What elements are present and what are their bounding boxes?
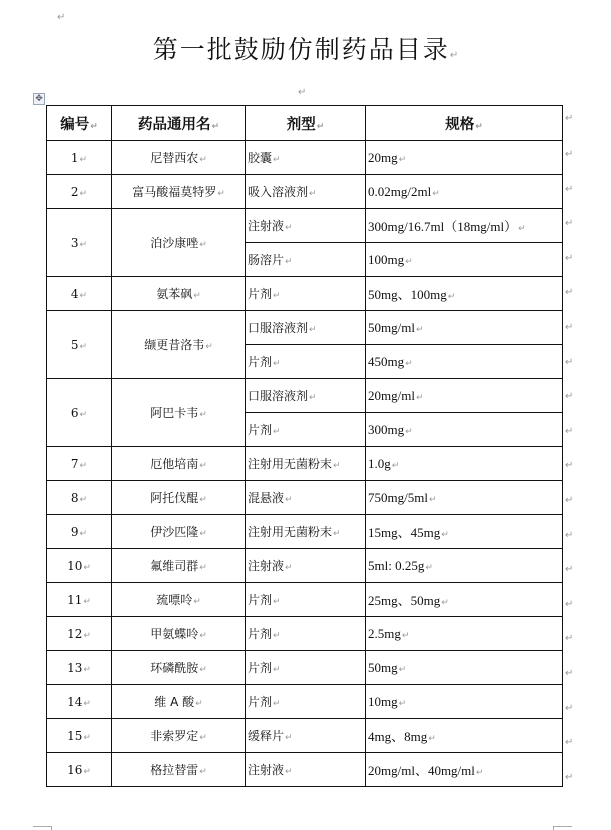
table-row [47, 277, 563, 311]
drug-name: 甲氨蝶呤↵ [112, 617, 246, 651]
row-end-mark: ↵ [565, 252, 574, 264]
dosage-form: 注射液↵ [246, 753, 366, 787]
dosage-form: 口服溶液剂↵ [246, 311, 366, 345]
specification: 20mg/ml、40mg/ml↵ [366, 753, 563, 787]
drug-number: 5↵ [47, 311, 112, 379]
drug-name: 厄他培南↵ [112, 447, 246, 481]
drug-number: 8↵ [47, 481, 112, 515]
page-corner-mark [33, 826, 52, 830]
drug-name: 环磷酰胺↵ [112, 651, 246, 685]
dosage-form: 片剂↵ [246, 685, 366, 719]
table-row [47, 719, 563, 753]
table-row [47, 481, 563, 515]
dosage-form: 片剂↵ [246, 617, 366, 651]
dosage-form: 注射用无菌粉末↵ [246, 447, 366, 481]
row-end-mark: ↵ [565, 737, 574, 749]
row-end-mark: ↵ [565, 425, 574, 437]
drug-name: 伊沙匹隆↵ [112, 515, 246, 549]
drug-number: 16↵ [47, 753, 112, 787]
row-end-mark: ↵ [565, 633, 574, 645]
row-end-mark: ↵ [565, 529, 574, 541]
specification: 4mg、8mg↵ [366, 719, 563, 753]
row-end-mark: ↵ [565, 322, 574, 333]
paragraph-mark: ↵ [298, 87, 307, 98]
specification: 1.0g↵ [366, 447, 563, 481]
table-row [47, 447, 563, 481]
table-row [47, 141, 563, 175]
specification: 20mg↵ [366, 141, 563, 175]
table-row [47, 583, 563, 617]
row-end-mark: ↵ [565, 113, 574, 124]
drug-name: 氨苯砜↵ [112, 277, 246, 311]
dosage-form: 胶囊↵ [246, 141, 366, 175]
dosage-form: 注射用无菌粉末↵ [246, 515, 366, 549]
dosage-form: 注射液↵ [246, 549, 366, 583]
drug-name: 缬更昔洛韦↵ [112, 311, 246, 379]
row-end-mark: ↵ [565, 149, 574, 160]
specification: 5ml: 0.25g↵ [366, 549, 563, 583]
specification: 50mg↵ [366, 651, 563, 685]
paragraph-mark: ↵ [57, 12, 66, 23]
paragraph-mark: ↵ [449, 50, 459, 61]
dosage-form: 肠溶片↵ [246, 243, 366, 277]
dosage-form: 混悬液↵ [246, 481, 366, 515]
drug-number: 11↵ [47, 583, 112, 617]
specification: 450mg↵ [366, 345, 563, 379]
drug-name: 阿巴卡韦↵ [112, 379, 246, 447]
dosage-form: 口服溶液剂↵ [246, 379, 366, 413]
header-drug-name: 药品通用名↵ [112, 106, 246, 141]
specification: 50mg、100mg↵ [366, 277, 563, 311]
specification: 20mg/ml↵ [366, 379, 563, 413]
specification: 300mg/16.7ml（18mg/ml）↵ [366, 209, 563, 243]
drug-number: 1↵ [47, 141, 112, 175]
drug-name: 非索罗定↵ [112, 719, 246, 753]
dosage-form: 片剂↵ [246, 277, 366, 311]
drug-catalog-table [46, 105, 563, 787]
table-row [47, 753, 563, 787]
table-row [47, 379, 563, 413]
row-end-mark: ↵ [565, 218, 574, 230]
specification: 750mg/5ml↵ [366, 481, 563, 515]
row-end-mark: ↵ [565, 564, 574, 576]
specification: 100mg↵ [366, 243, 563, 277]
specification: 10mg↵ [366, 685, 563, 719]
drug-name: 富马酸福莫特罗↵ [112, 175, 246, 209]
table-row [47, 515, 563, 549]
drug-name: 维 A 酸↵ [112, 685, 246, 719]
drug-number: 10↵ [47, 549, 112, 583]
table-row [47, 175, 563, 209]
dosage-form: 吸入溶液剂↵ [246, 175, 366, 209]
row-end-mark: ↵ [565, 495, 574, 506]
row-end-mark: ↵ [565, 771, 574, 783]
specification: 25mg、50mg↵ [366, 583, 563, 617]
drug-name: 氟维司群↵ [112, 549, 246, 583]
page-title [0, 30, 611, 66]
row-end-mark: ↵ [565, 356, 574, 368]
dosage-form: 片剂↵ [246, 345, 366, 379]
row-end-mark: ↵ [565, 668, 574, 679]
drug-number: 4↵ [47, 277, 112, 311]
header-specification: 规格↵ [366, 106, 563, 141]
table-row [47, 651, 563, 685]
drug-number: 15↵ [47, 719, 112, 753]
row-end-mark: ↵ [565, 598, 574, 610]
row-end-mark: ↵ [565, 183, 574, 195]
table-move-handle-icon[interactable]: ✥ [33, 93, 45, 105]
row-end-mark: ↵ [565, 460, 574, 472]
row-end-mark: ↵ [565, 287, 574, 299]
table-row [47, 209, 563, 243]
table-row [47, 311, 563, 345]
row-end-mark: ↵ [565, 702, 574, 714]
specification: 50mg/ml↵ [366, 311, 563, 345]
drug-number: 2↵ [47, 175, 112, 209]
table-row [47, 549, 563, 583]
dosage-form: 缓释片↵ [246, 719, 366, 753]
specification: 2.5mg↵ [366, 617, 563, 651]
dosage-form: 片剂↵ [246, 651, 366, 685]
dosage-form: 片剂↵ [246, 583, 366, 617]
table-row [47, 617, 563, 651]
drug-number: 3↵ [47, 209, 112, 277]
drug-number: 9↵ [47, 515, 112, 549]
specification: 0.02mg/2ml↵ [366, 175, 563, 209]
drug-number: 6↵ [47, 379, 112, 447]
drug-number: 14↵ [47, 685, 112, 719]
drug-name: 巯嘌呤↵ [112, 583, 246, 617]
title-text: 第一批鼓励仿制药品目录 [152, 35, 450, 64]
specification: 15mg、45mg↵ [366, 515, 563, 549]
drug-name: 泊沙康唑↵ [112, 209, 246, 277]
page-corner-mark [553, 826, 572, 830]
dosage-form: 片剂↵ [246, 413, 366, 447]
header-number: 编号↵ [47, 106, 112, 141]
row-end-mark: ↵ [565, 391, 574, 403]
dosage-form: 注射液↵ [246, 209, 366, 243]
drug-name: 格拉替雷↵ [112, 753, 246, 787]
drug-name: 阿托伐醌↵ [112, 481, 246, 515]
drug-number: 13↵ [47, 651, 112, 685]
drug-number: 12↵ [47, 617, 112, 651]
drug-number: 7↵ [47, 447, 112, 481]
table-header-row [47, 106, 563, 141]
drug-name: 尼替西农↵ [112, 141, 246, 175]
table-row [47, 685, 563, 719]
specification: 300mg↵ [366, 413, 563, 447]
header-dosage-form: 剂型↵ [246, 106, 366, 141]
